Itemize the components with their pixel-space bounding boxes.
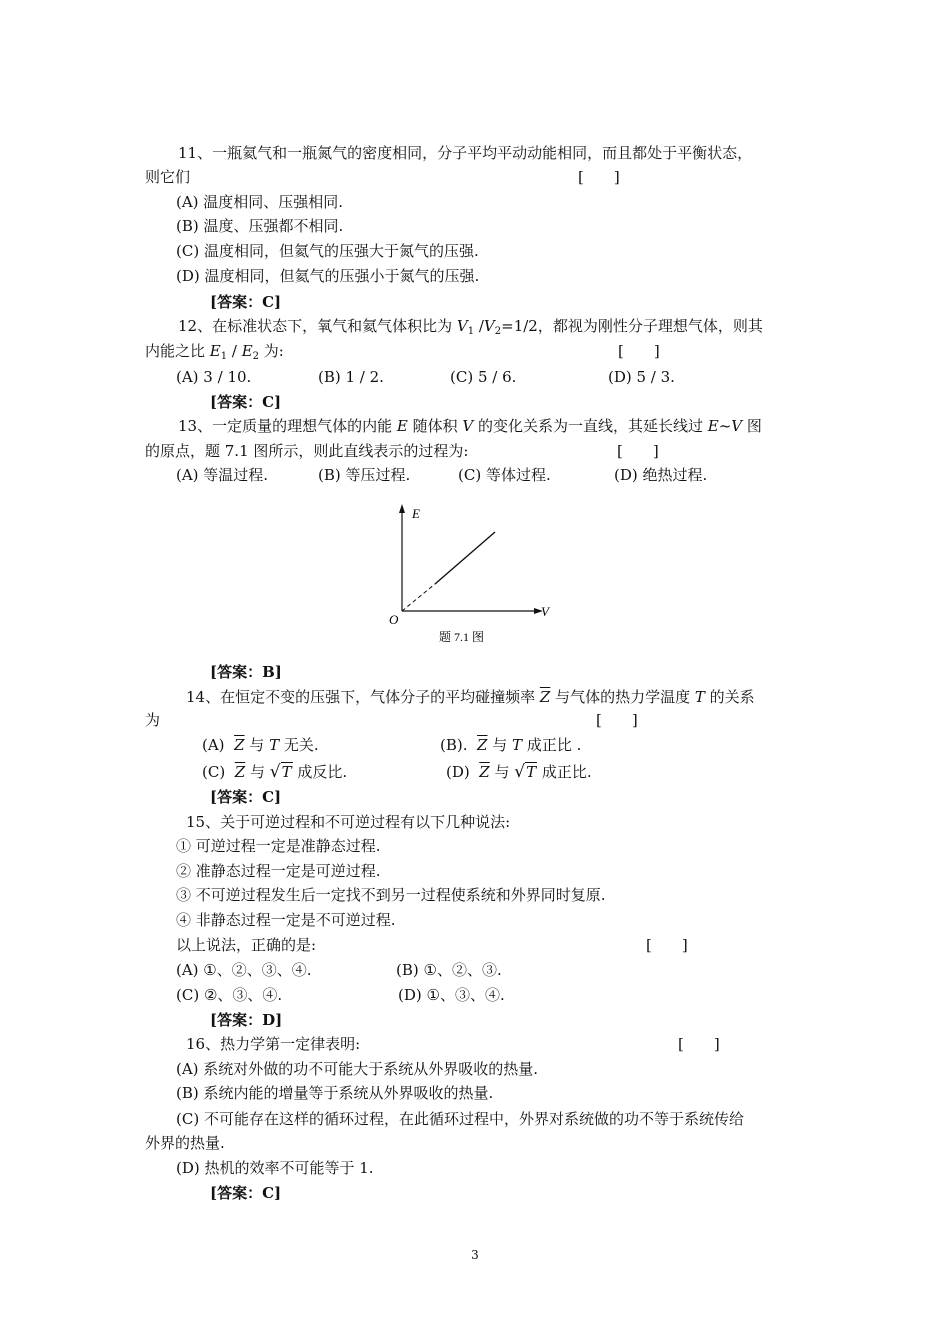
q13-stem-text: 13、一定质量的理想气体的内能 E 随体积 V 的变化关系为一直线，其延长线过 E~V 图 (178, 417, 762, 435)
q16-answer (0, 1181, 950, 1205)
figure-caption: 题 7.1 图 (439, 630, 485, 644)
q11-option-b-text: (B) 温度、压强都不相同. (176, 217, 344, 235)
q14-stem-line1 (0, 685, 950, 709)
q12-stem-line1 (0, 314, 950, 338)
q15-stem-text: 15、关于可逆过程和不可逆过程有以下几种说法: (186, 813, 511, 831)
q14-stem-text2: 为 (145, 711, 161, 729)
q14-stem-text: 14、在恒定不变的压强下，气体分子的平均碰撞频率 $\overline{Z}$ 与气体的热力学温度 T 的关系 (186, 688, 755, 706)
q16-option-d (0, 1156, 950, 1180)
q15-stem (0, 810, 950, 834)
q16-stem-text: 16、热力学第一定律表明: (186, 1035, 361, 1053)
q13-option-c: (C) 等体过程. (458, 466, 551, 484)
q15-answer-text: [答案：D] (210, 1011, 283, 1029)
q12-stem-line2 (0, 339, 950, 363)
q15-statement-1 (0, 834, 950, 858)
q15-option-b: (B) ①、②、③. (396, 961, 502, 979)
q15-statement-4-text: ④ 非静态过程一定是不可逆过程. (176, 911, 396, 929)
q11-stem-line2 (0, 165, 950, 189)
q13-answer-bracket: [ ] (617, 442, 659, 460)
q15-statement-3 (0, 883, 950, 907)
q13-answer-text: [答案：B] (210, 663, 282, 681)
q15-statement-1-text: ① 可逆过程一定是准静态过程. (176, 837, 381, 855)
q15-option-d: (D) ①、③、④. (398, 986, 505, 1004)
q11-stem-line1 (0, 141, 950, 165)
q16-option-b-text: (B) 系统内能的增量等于系统从外界吸收的热量. (176, 1084, 494, 1102)
q12-options (0, 365, 950, 389)
q14-option-b: (B). $\overline{Z}$ 与 T 成正比 . (440, 736, 582, 754)
q12-stem-text2: 内能之比 $E_1 / E_2$ 为: (145, 342, 284, 362)
q11-stem-text2: 则它们 (145, 168, 191, 186)
q14-option-a: (A) $\overline{Z}$ 与 T 无关. (202, 736, 319, 754)
q11-option-c-text: (C) 温度相同，但氦气的压强大于氮气的压强. (176, 242, 479, 260)
q11-stem-text: 11、一瓶氦气和一瓶氮气的密度相同，分子平均平动动能相同，而且都处于平衡状态， (178, 144, 753, 162)
q13-answer (0, 660, 950, 684)
q16-option-a (0, 1057, 950, 1081)
q12-answer-text: [答案：C] (210, 393, 282, 411)
q13-option-d: (D) 绝热过程. (614, 466, 708, 484)
q15-answer (0, 1008, 950, 1032)
q15-prompt (0, 933, 950, 957)
q15-options-row1 (0, 958, 950, 982)
figure-process-line (435, 532, 495, 584)
figure-y-arrow (399, 504, 405, 513)
q15-statement-2 (0, 859, 950, 883)
q11-option-b (0, 214, 950, 238)
q16-answer-text: [答案：C] (210, 1184, 282, 1202)
q13-options (0, 463, 950, 487)
q11-answer-text: [答案：C] (210, 293, 282, 311)
q14-options-row2 (0, 760, 950, 784)
q16-option-c-line2 (0, 1131, 950, 1155)
q16-option-c-text: (C) 不可能存在这样的循环过程，在此循环过程中，外界对系统做的功不等于系统传给 (176, 1110, 744, 1128)
q15-statement-4 (0, 908, 950, 932)
q12-answer-bracket: [ ] (618, 342, 660, 360)
q13-stem-line2 (0, 439, 950, 463)
q15-statement-2-text: ② 准静态过程一定是可逆过程. (176, 862, 381, 880)
q14-answer (0, 785, 950, 809)
q15-statement-3-text: ③ 不可逆过程发生后一定找不到另一过程使系统和外界同时复原. (176, 886, 606, 904)
q12-option-c: (C) 5 / 6. (450, 368, 517, 386)
q14-option-d: (D) $\overline{Z}$ 与 √T 成正比. (446, 762, 592, 782)
q11-option-d (0, 264, 950, 288)
q14-option-c: (C) $\overline{Z}$ 与 √T 成反比. (202, 762, 348, 782)
q12-option-b: (B) 1 / 2. (318, 368, 384, 386)
q13-option-a: (A) 等温过程. (176, 466, 269, 484)
q16-stem (0, 1032, 950, 1056)
q16-option-d-text: (D) 热机的效率不可能等于 1. (176, 1159, 374, 1177)
q15-answer-bracket: [ ] (646, 936, 688, 954)
figure-extension-dashed (402, 584, 435, 611)
q15-prompt-text: 以上说法，正确的是: (176, 936, 317, 954)
figure-7-1 (383, 498, 563, 658)
q12-stem-text: 12、在标准状态下，氧气和氦气体积比为 $V_1$ $/V_2=1/2$，都视为刚性分子理想气体，则其 (178, 317, 763, 337)
q15-options-row2 (0, 983, 950, 1007)
q15-option-a: (A) ①、②、③、④. (176, 961, 312, 979)
sqrt-t: √T (514, 762, 537, 782)
q13-stem-line1 (0, 414, 950, 438)
q12-option-a: (A) 3 / 10. (176, 368, 252, 386)
figure-x-label: V (541, 604, 549, 619)
q15-option-c: (C) ②、③、④. (176, 986, 283, 1004)
q11-option-c (0, 239, 950, 263)
q11-option-a-text: (A) 温度相同、压强相同. (176, 193, 344, 211)
page-number: 3 (471, 1248, 479, 1262)
q12-option-d: (D) 5 / 3. (608, 368, 675, 386)
q11-option-d-text: (D) 温度相同，但氦气的压强小于氮气的压强. (176, 267, 480, 285)
q12-answer (0, 390, 950, 414)
q16-option-c-text2: 外界的热量. (145, 1134, 225, 1152)
q16-option-b (0, 1081, 950, 1105)
q14-answer-text: [答案：C] (210, 788, 282, 806)
sqrt-t: √T (269, 762, 292, 782)
q11-answer-bracket: [ ] (578, 168, 620, 186)
q14-options-row1 (0, 733, 950, 757)
figure-origin-label: O (389, 612, 399, 627)
q16-answer-bracket: [ ] (678, 1035, 720, 1053)
q14-stem-line2 (0, 708, 950, 732)
q16-option-c-line1 (0, 1107, 950, 1131)
q13-stem-text2: 的原点，题 7.1 图所示，则此直线表示的过程为: (145, 442, 469, 460)
q11-option-a (0, 190, 950, 214)
q16-option-a-text: (A) 系统对外做的功不可能大于系统从外界吸收的热量. (176, 1060, 539, 1078)
q14-answer-bracket: [ ] (596, 711, 638, 729)
figure-y-label: E (412, 506, 420, 521)
q11-answer (0, 290, 950, 314)
q13-option-b: (B) 等压过程. (318, 466, 411, 484)
